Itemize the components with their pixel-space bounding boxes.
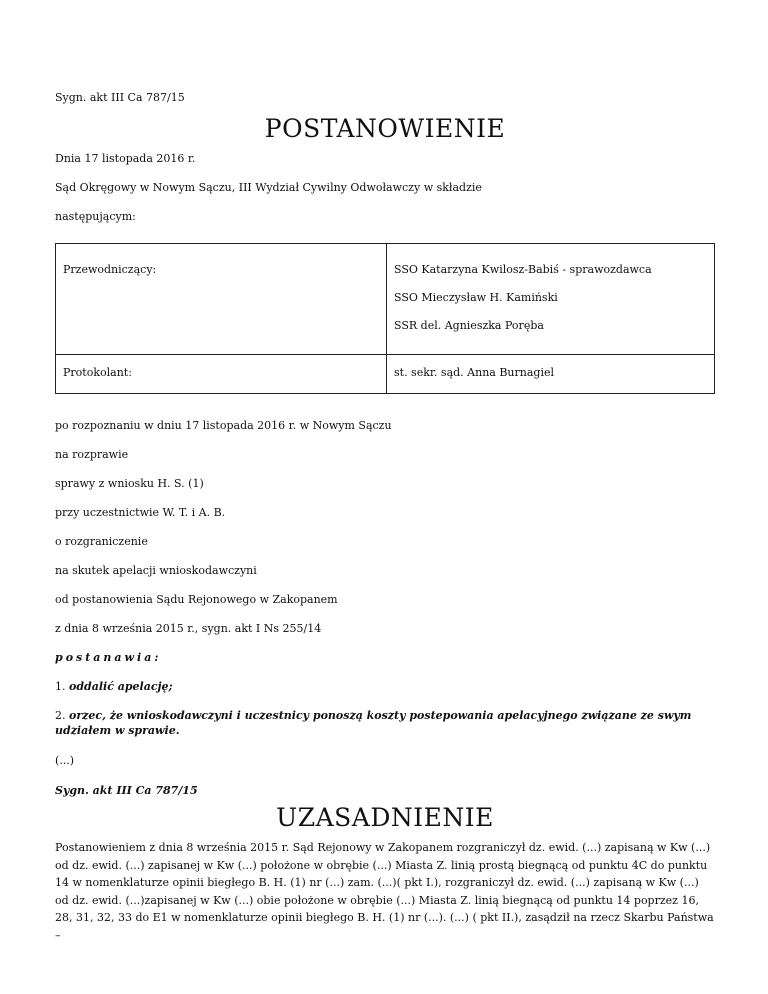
- proceedings-line-4: przy uczestnictwie W. T. i A. B.: [55, 506, 226, 519]
- clerk-cell: [387, 355, 715, 394]
- proceedings-line-8: z dnia 8 września 2015 r., sygn. akt I Ns 255/14: [55, 622, 322, 635]
- case-reference: Sygn. akt III Ca 787/15: [55, 91, 185, 104]
- proceedings-line-6: na skutek apelacji wnioskodawczyni: [55, 564, 257, 577]
- document-title: POSTANOWIENIE: [264, 114, 506, 143]
- clerk-name: st. sekr. sąd. Anna Burnagiel: [394, 366, 554, 379]
- panel-row-chair: [56, 244, 715, 355]
- judge-1: SSO Katarzyna Kwilosz-Babiś - sprawozdawca: [394, 263, 652, 276]
- decision-word: postanawia:: [55, 651, 162, 664]
- proceedings-line-5: o rozgraniczenie: [55, 535, 148, 548]
- ruling-2-text: orzec, że wnioskodawczyni i uczestnicy ponoszą koszty postepowania apelacyjnego związane ze swym udziałem w sprawie.: [55, 709, 692, 738]
- ruling-1: [55, 679, 173, 694]
- judges-cell: [387, 244, 715, 355]
- ruling-2-number: 2.: [55, 709, 66, 722]
- clerk-label: Protokolant:: [63, 366, 132, 379]
- judge-3: SSR del. Agnieszka Poręba: [394, 319, 544, 332]
- panel-row-clerk: [56, 355, 715, 394]
- court-panel-table: [55, 243, 715, 394]
- proceedings-line-7: od postanowienia Sądu Rejonowego w Zakopanem: [55, 593, 338, 606]
- ruling-1-number: 1.: [55, 680, 66, 693]
- court-line-2: następującym:: [55, 210, 136, 223]
- ruling-2: [55, 708, 715, 739]
- proceedings-line-1: po rozpoznaniu w dniu 17 listopada 2016 r. w Nowym Sączu: [55, 419, 392, 432]
- justification-text: Postanowieniem z dnia 8 września 2015 r. Sąd Rejonowy w Zakopanem rozgraniczył dz. ewid. (...) zapisaną w Kw (...) od dz. ewid. (...) zapisanej w Kw (...) położone w obrębie (...) Miasta Z. linią prostą biegnącą od punktu 4C do punktu 14 w nomenklaturze opinii biegłego B. H. (1) nr (...) zam. (...)( pkt I.), rozgraniczył dz. ewid. (...) zapisaną w Kw (...) od dz. ewid. (...)zapisanej w Kw (...) obie położone w obrębie (...) Miasta Z. linią biegnącą od punktu 14 poprzez 16, 28, 31, 32, 33 do E1 w nomenklaturze opinii biegłego B. H. (1) nr (...). (...) ( pkt II.), zasądził na rzecz Skarbu Państwa –: [55, 841, 714, 942]
- proceedings-line-3: sprawy z wniosku H. S. (1): [55, 477, 204, 490]
- ruling-1-text: oddalić apelację;: [69, 680, 173, 693]
- chair-label-cell: [56, 244, 387, 355]
- chair-label: Przewodniczący:: [63, 263, 157, 276]
- justification-title: UZASADNIENIE: [276, 803, 494, 832]
- court-line: Sąd Okręgowy w Nowym Sączu, III Wydział Cywilny Odwoławczy w składzie: [55, 181, 482, 194]
- date-line: Dnia 17 listopada 2016 r.: [55, 152, 196, 165]
- judge-2: SSO Mieczysław H. Kamiński: [394, 291, 558, 304]
- ellipsis: (...): [55, 754, 75, 767]
- clerk-label-cell: [56, 355, 387, 394]
- justification-case-reference: Sygn. akt III Ca 787/15: [55, 784, 198, 797]
- proceedings-line-2: na rozprawie: [55, 448, 129, 461]
